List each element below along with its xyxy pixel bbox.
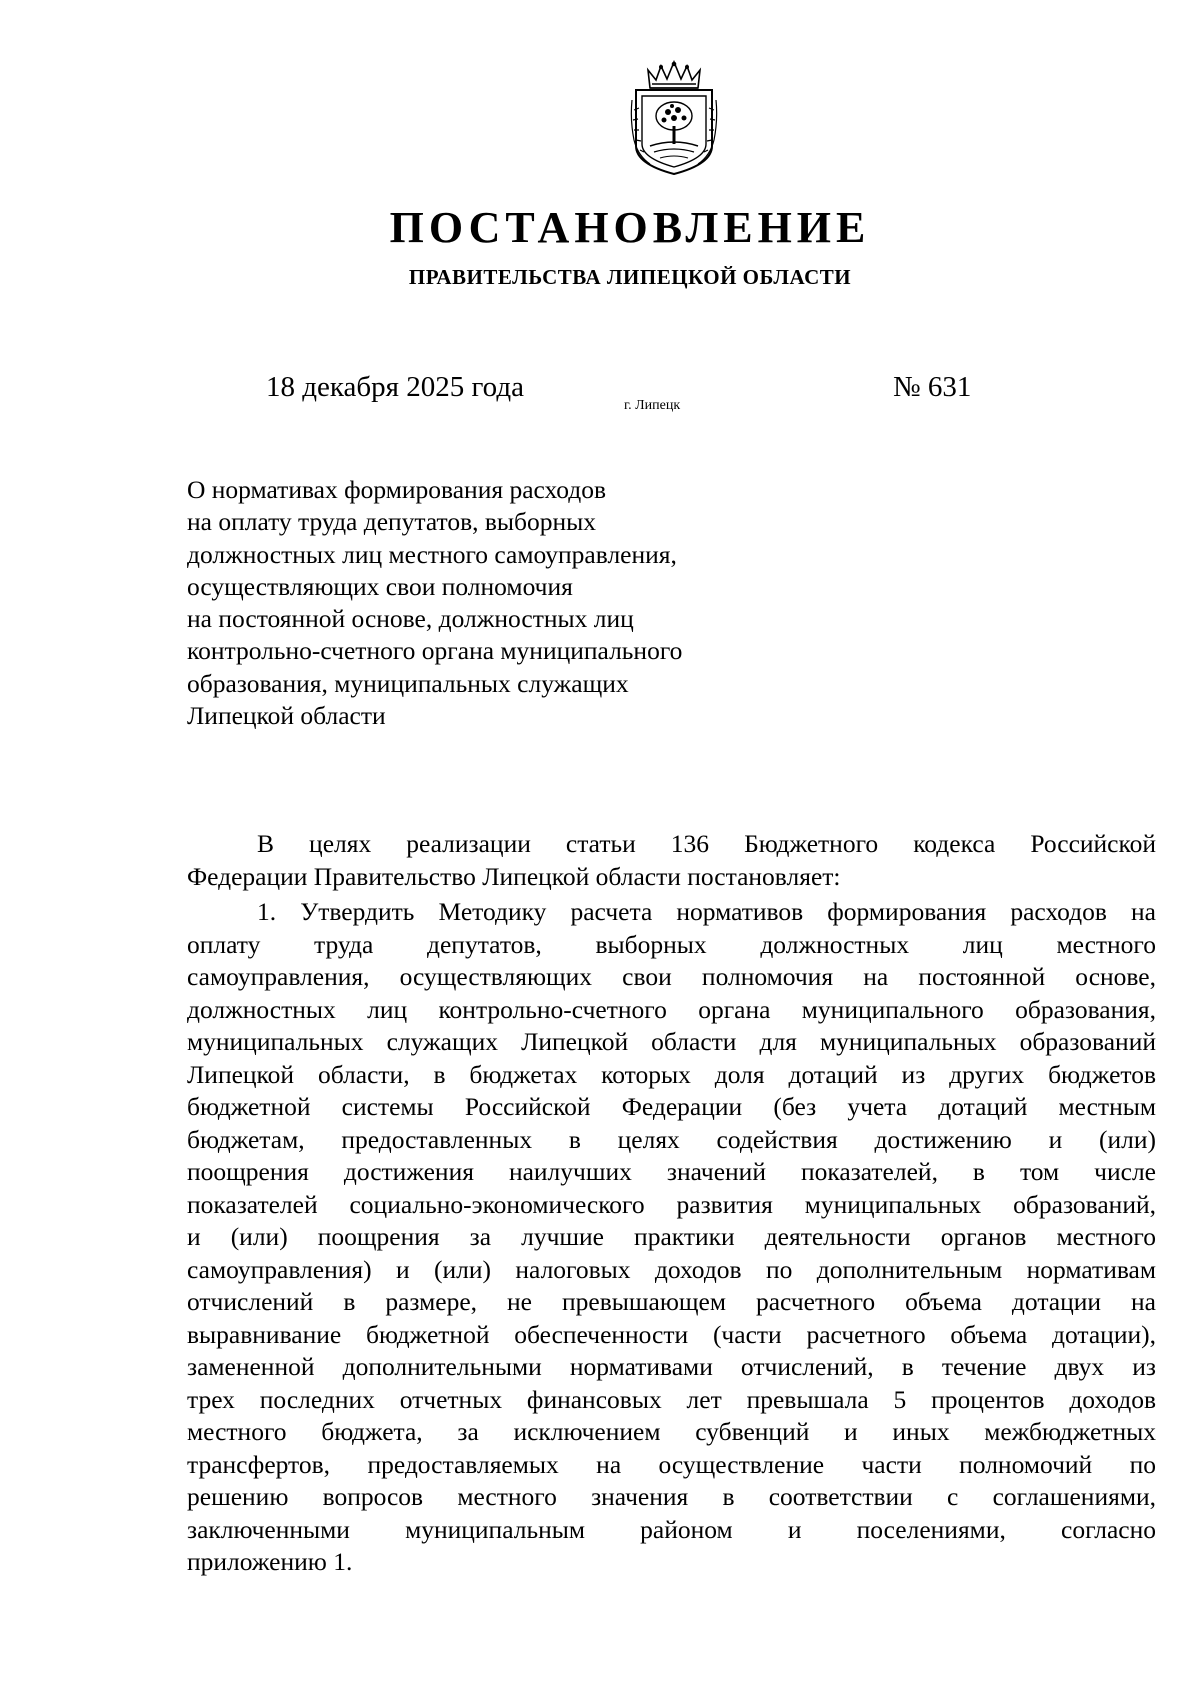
subject-line: образования, муниципальных служащих [187,668,629,698]
body-line: решению вопросов местного значения в соответствии с соглашениями, [187,1482,1156,1511]
body-line: Липецкой области, в бюджетах которых доля дотаций из других бюджетов [187,1059,1156,1089]
document-number: № 631 [893,371,972,403]
body-line: самоуправления, осуществляющих свои полномочия на постоянной основе, [187,962,1156,991]
body-line: Федерации Правительство Липецкой области постановляет: [187,861,841,891]
subject-line: на оплату труда депутатов, выборных [187,507,597,537]
document-issuer: ПРАВИТЕЛЬСТВА ЛИПЕЦКОЙ ОБЛАСТИ [408,265,852,289]
body-line: отчислений в размере, не превышающем расчетного объема дотации на [187,1287,1156,1316]
document-city: г. Липецк [624,398,681,413]
subject-line: на постоянной основе, должностных лиц [187,604,634,634]
body-line: заключенными муниципальным районом и поселениями, согласно [187,1514,1156,1544]
body-line: бюджетной системы Российской Федерации (без учета дотаций местным [187,1092,1156,1121]
body-line: местного бюджета, за исключением субвенций и иных межбюджетных [187,1417,1156,1446]
body-line: самоуправления) и (или) налоговых доходов по дополнительным нормативам [187,1254,1156,1284]
subject-line: контрольно-счетного органа муниципального [187,636,683,666]
preamble-paragraph [187,828,1156,893]
body-line: должностных лиц контрольно-счетного органа муниципального образования, [187,994,1156,1024]
subject-line: О нормативах формирования расходов [187,475,607,504]
document-subject [187,474,807,732]
body-line: бюджетам, предоставленных в целях содействия достижению и (или) [187,1124,1156,1154]
body-line: показателей социально-экономического развития муниципальных образований, [187,1189,1156,1219]
body-line: трех последних отчетных финансовых лет превышала 5 процентов доходов [187,1384,1156,1414]
body-line: приложению 1. [187,1547,353,1576]
body-line: 1. Утвердить Методику расчета нормативов формирования расходов на [257,897,1156,926]
body-line: выравнивание бюджетной обеспеченности (части расчетного объема дотации), [187,1319,1156,1349]
item-1-paragraph [187,896,1156,1579]
coat-of-arms-icon [628,60,720,178]
body-line: муниципальных служащих Липецкой области для муниципальных образований [187,1027,1156,1056]
body-line: В целях реализации статьи 136 Бюджетного кодекса Российской [257,829,1156,858]
body-line: оплату труда депутатов, выборных должностных лиц местного [187,929,1156,959]
subject-line: должностных лиц местного самоуправления, [187,539,677,569]
document-title: ПОСТАНОВЛЕНИЕ [389,203,871,252]
document-body [187,828,1156,1582]
coat-of-arms-emblem [628,60,720,178]
subject-line: Липецкой области [187,701,386,731]
body-line: поощрения достижения наилучших значений показателей, в том числе [187,1157,1156,1186]
body-line: замененной дополнительными нормативами отчислений, в течение двух из [187,1352,1156,1381]
body-line: и (или) поощрения за лучшие практики деятельности органов местного [187,1222,1156,1251]
document-date: 18 декабря 2025 года [266,371,524,403]
body-line: трансфертов, предоставляемых на осуществление части полномочий по [187,1449,1156,1479]
subject-line: осуществляющих свои полномочия [187,571,573,601]
